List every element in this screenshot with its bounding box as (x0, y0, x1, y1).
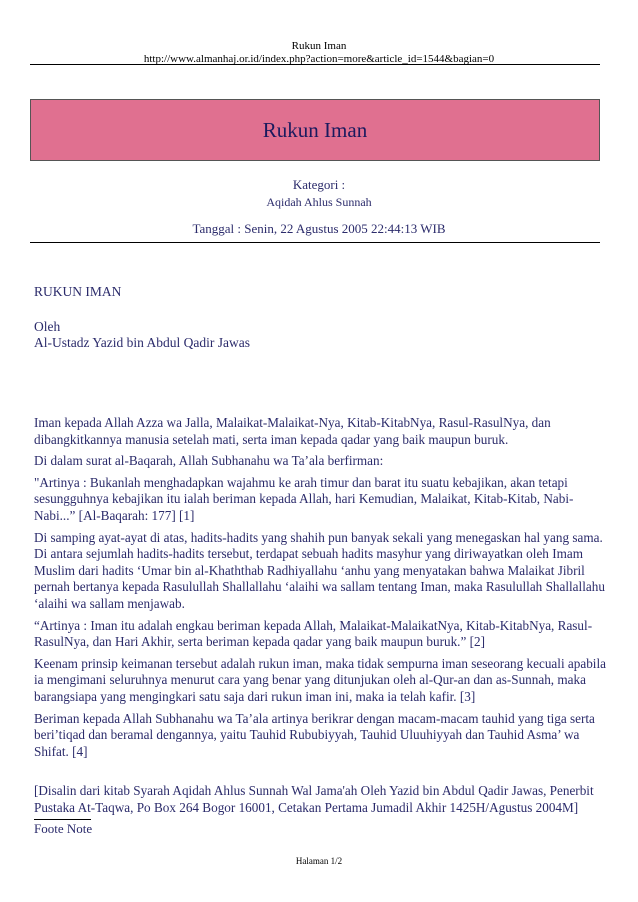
paragraph: “Artinya : Iman itu adalah engkau beriman kepada Allah, Malaikat-MalaikatNya, Kitab-KitabNya, Rasul-RasulNya, dan Hari Akhir, serta beriman kepada qadar yang baik maupun buruk.” [2] (34, 617, 593, 650)
meta-divider (30, 242, 600, 243)
print-header-url: http://www.almanhaj.or.id/index.php?action=more&article_id=1544&bagian=0 (143, 53, 495, 65)
category-label: Kategori : (292, 177, 346, 192)
footnote-divider (34, 819, 91, 820)
author-block (34, 319, 250, 351)
header-divider (30, 64, 600, 65)
paragraph: Di samping ayat-ayat di atas, hadits-hadits yang shahih pun banyak sekali yang menegaskan hal yang sama. Di antara sejumlah hadits-hadits tersebut, terdapat sebuah hadits masyhur yang diriwayatkan oleh Imam Muslim dari hadits ‘Umar bin al-Khaththab Radhiyallahu ‘anhu yang menyatakan bahwa Malaikat Jibril pernah bertanya kepada Rasulullah Shallallahu ‘alaihi wa sallam tentang Iman, maka Rasulullah Shallallahu ‘alaihi wa sallam menjawab. (34, 529, 605, 611)
article-title: Rukun Iman (262, 117, 368, 142)
page-number: Halaman 1/2 (295, 856, 343, 866)
article-heading: RUKUN IMAN (34, 284, 122, 299)
paragraph: "Artinya : Bukanlah menghadapkan wajahmu ke arah timur dan barat itu suatu kebajikan, akan tetapi sesungguhnya kebajikan itu ialah beriman kepada Allah, hari Kemudian, Malaikat, Kitab-Kitab, Nabi-Nabi...” [Al-Baqarah: 177] [1] (34, 474, 574, 523)
paragraph: Iman kepada Allah Azza wa Jalla, Malaikat-Malaikat-Nya, Kitab-KitabNya, Rasul-RasulNya, dan dibangkitkannya manusia setelah mati, serta iman kepada qadar yang baik maupun buruk. (34, 415, 551, 447)
source-citation: [Disalin dari kitab Syarah Aqidah Ahlus Sunnah Wal Jama'ah Oleh Yazid bin Abdul Qadir Jawas, Penerbit Pustaka At-Taqwa, Po Box 264 Bogor 16001, Cetakan Pertama Jumadil Akhir 1425H/Agustus 2004M] (34, 783, 594, 815)
paragraph: Di dalam surat al-Baqarah, Allah Subhanahu wa Ta’ala berfirman: (34, 453, 384, 469)
author-name: Al-Ustadz Yazid bin Abdul Qadir Jawas (34, 335, 250, 350)
paragraph: Keenam prinsip keimanan tersebut adalah rukun iman, maka tidak sempurna iman seseorang kecuali apabila ia mengimani seluruhnya menurut cara yang benar yang ditunjukan oleh al-Qur-an dan as-Sunnah, maka barangsiapa yang mengingkari satu saja dari rukun iman ini, maka ia telah kafir. [3] (34, 655, 606, 704)
author-prefix: Oleh (34, 319, 61, 334)
category-value: Aqidah Ahlus Sunnah (266, 195, 372, 209)
title-banner (30, 99, 600, 161)
article-body (34, 415, 606, 765)
publish-date: Tanggal : Senin, 22 Agustus 2005 22:44:13 WIB (192, 221, 446, 236)
footnote-label: Foote Note (34, 821, 93, 836)
paragraph: Beriman kepada Allah Subhanahu wa Ta’ala artinya berikrar dengan macam-macam tauhid yang tiga serta beri’tiqad dan beramal dengannya, yaitu Tauhid Rububiyyah, Tauhid Uluuhiyyah dan Tauhid Asma’ wa Shifat. [4] (34, 710, 595, 759)
print-header-title: Rukun Iman (291, 40, 347, 52)
